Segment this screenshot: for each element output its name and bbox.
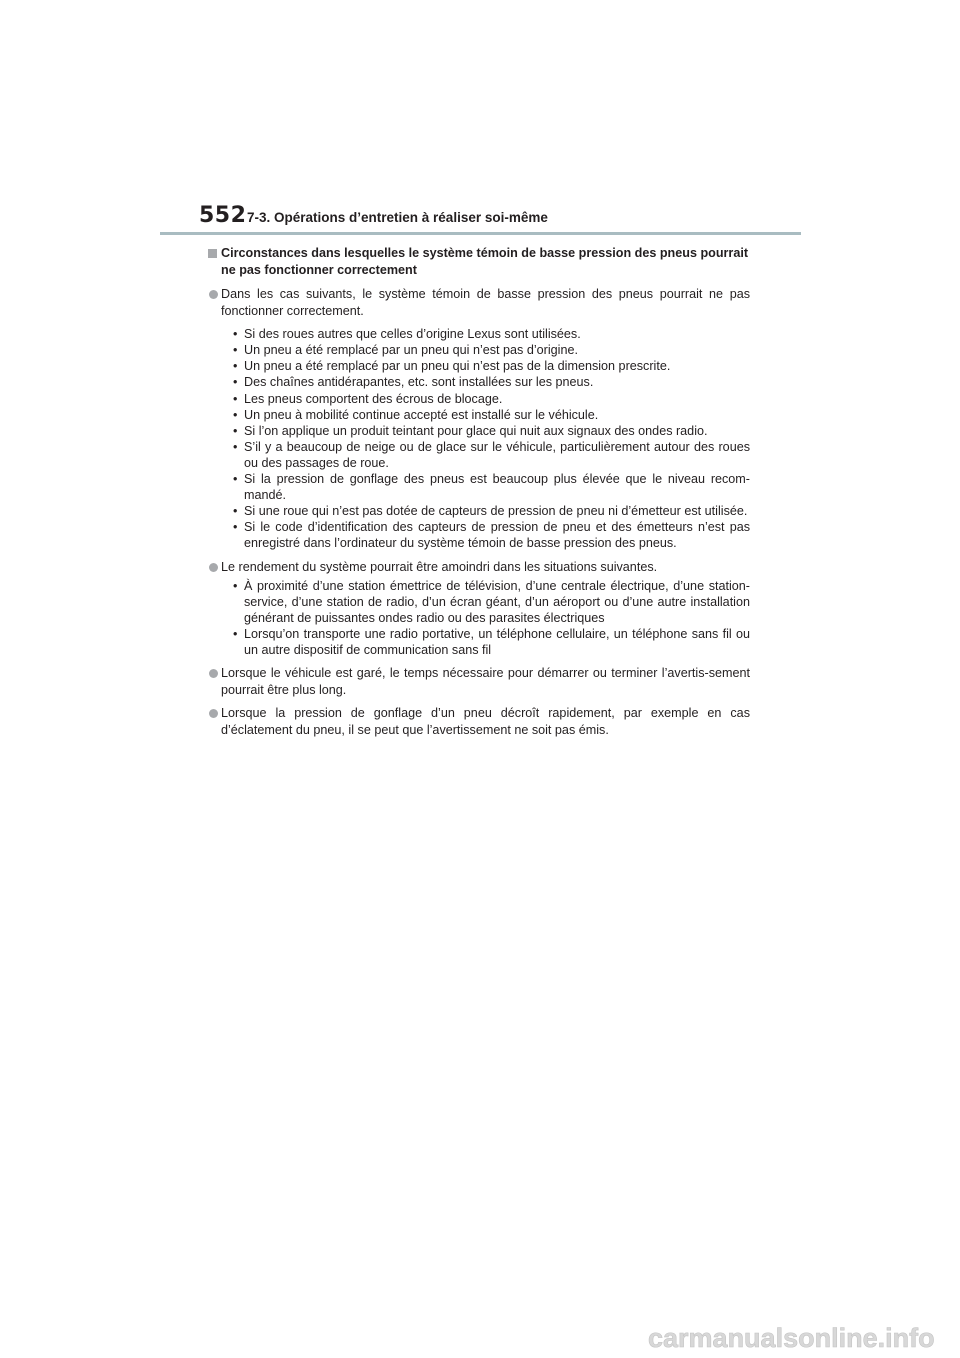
list-item: • S’il y a beaucoup de neige ou de glace sur le véhicule, particulièrement autour des roues ou des passages de roue. bbox=[233, 439, 750, 470]
bullet-mark: • bbox=[233, 407, 238, 422]
circle-bullet-icon bbox=[209, 563, 218, 572]
square-bullet-icon bbox=[208, 249, 217, 258]
list-item: • À proximité d’une station émettrice de télévision, d’une centrale électrique, d’une station-service, d’une station de radio, d’un écran géant, d’un aéroport ou d’une autre installation générant de puissantes ondes radio ou des parasites électriques bbox=[233, 579, 750, 626]
bullet-mark: • bbox=[233, 391, 238, 406]
section-title: 7-3. Opérations d’entretien à réaliser soi-même bbox=[247, 210, 548, 225]
watermark-logo bbox=[648, 1318, 948, 1358]
list-item: • Si le code d’identification des capteurs de pression de pneu et des émetteurs n’est pas enregistré dans l’ordinateur du système témoin de basse pression des pneus. bbox=[233, 520, 750, 551]
subheading bbox=[208, 245, 750, 278]
bullet-mark: • bbox=[233, 375, 238, 390]
list-item: • Si une roue qui n’est pas dotée de capteurs de pression de pneu ni d’émetteur est utilisée. bbox=[233, 504, 748, 519]
bullet-mark: • bbox=[233, 359, 238, 374]
bullet-mark: • bbox=[233, 343, 238, 358]
svg-text:carmanualsonline.info: carmanualsonline.info bbox=[648, 1323, 935, 1353]
list-item: • Si des roues autres que celles d’origine Lexus sont utilisées. bbox=[233, 327, 581, 342]
paragraph-2 bbox=[208, 559, 750, 576]
list-item: • Des chaînes antidérapantes, etc. sont installées sur les pneus. bbox=[233, 375, 594, 390]
list-item: • Si la pression de gonflage des pneus est beaucoup plus élevée que le niveau recom-mandé. bbox=[233, 472, 750, 503]
subheading-text: Circonstances dans lesquelles le système témoin de basse pression des pneus pourrait ne pas fonctionner correctement bbox=[221, 246, 749, 277]
list-item: • Un pneu a été remplacé par un pneu qui n’est pas de la dimension prescrite. bbox=[233, 359, 671, 374]
list-item: • Les pneus comportent des écrous de blocage. bbox=[233, 391, 503, 406]
circle-bullet-icon bbox=[209, 669, 218, 678]
bullet-mark: • bbox=[233, 423, 238, 438]
paragraph-2-text: Le rendement du système pourrait être amoindri dans les situations suivantes. bbox=[221, 559, 658, 574]
page-content bbox=[208, 245, 750, 738]
paragraph-3-text: Lorsque le véhicule est garé, le temps nécessaire pour démarrer ou terminer l’avertis-sement pourrait être plus long. bbox=[221, 666, 750, 697]
paragraph-1 bbox=[208, 286, 750, 319]
header-rule bbox=[160, 232, 801, 235]
conditions-list bbox=[208, 326, 750, 551]
paragraph-4-text: Lorsque la pression de gonflage d’un pneu décroît rapidement, par exemple en cas d’éclatement du pneu, il se peut que l’avertissement ne soit pas émis. bbox=[221, 706, 750, 737]
bullet-mark: • bbox=[233, 627, 238, 642]
bullet-mark: • bbox=[233, 579, 238, 593]
bullet-mark: • bbox=[233, 520, 238, 535]
paragraph-4 bbox=[208, 705, 750, 738]
circle-bullet-icon bbox=[209, 290, 218, 299]
bullet-mark: • bbox=[233, 439, 238, 454]
bullet-mark: • bbox=[233, 472, 238, 487]
list-item: • Si l’on applique un produit teintant pour glace qui nuit aux signaux des ondes radio. bbox=[233, 423, 708, 438]
paragraph-3 bbox=[208, 665, 750, 698]
interference-list bbox=[208, 578, 750, 658]
page-number: 552 bbox=[199, 203, 247, 228]
list-item: • Un pneu à mobilité continue accepté est installé sur le véhicule. bbox=[233, 407, 599, 422]
list-item: • Lorsqu’on transporte une radio portative, un téléphone cellulaire, un téléphone sans fil ou un autre dispositif de communication sans fil bbox=[233, 627, 750, 658]
circle-bullet-icon bbox=[209, 709, 218, 718]
page-header bbox=[199, 203, 809, 233]
bullet-mark: • bbox=[233, 504, 238, 519]
bullet-mark: • bbox=[233, 327, 238, 342]
paragraph-1-text: Dans les cas suivants, le système témoin de basse pression des pneus pourrait ne pas fonctionner correctement. bbox=[221, 287, 750, 318]
list-item: • Un pneu a été remplacé par un pneu qui n’est pas d’origine. bbox=[233, 343, 578, 358]
